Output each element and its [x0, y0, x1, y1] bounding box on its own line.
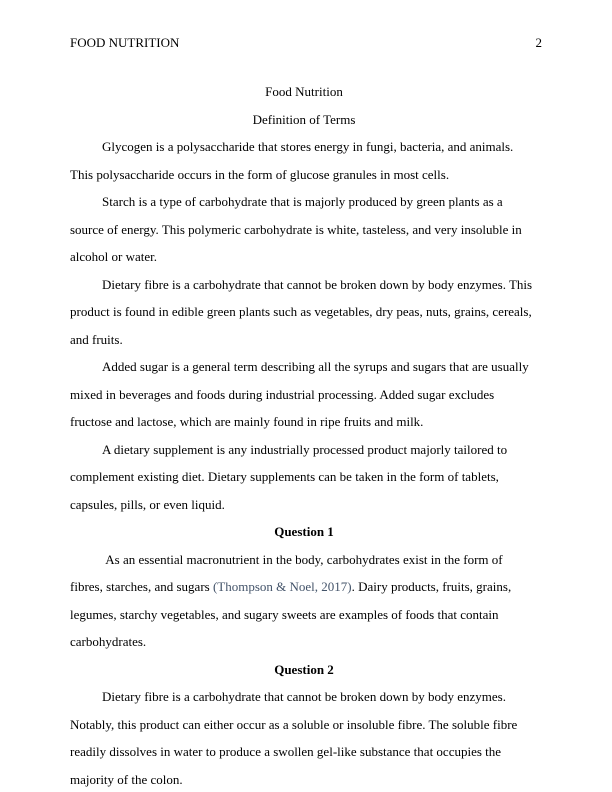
- paragraph-question-2: Dietary fibre is a carbohydrate that cannot be broken down by body enzymes. Notably, this product can either occur as a soluble or insoluble fibre. The soluble fibre readily dissolves in water to produce a swollen gel-like substance that occupies the majority of the colon.: [70, 689, 518, 787]
- citation-thompson-noel: (Thompson & Noel, 2017): [212, 579, 352, 594]
- running-header: [70, 36, 542, 50]
- question-2-heading: Question 2: [274, 661, 334, 677]
- paragraph-added-sugar: Added sugar is a general term describing all the syrups and sugars that are usually mixed in beverages and foods during industrial processing. Added sugar excludes fructose and lactose, which are mainly found in ripe fruits and milk.: [70, 359, 529, 429]
- paragraph-starch: Starch is a type of carbohydrate that is majorly produced by green plants as a source of energy. This polymeric carbohydrate is white, tasteless, and very insoluble in alcohol or water.: [70, 194, 522, 264]
- document-subtitle: Definition of Terms: [252, 111, 356, 127]
- question-1-lead-text: As an essential macronutrient in the body, carbohydrates exist in the form of fibres, starches, and sugars: [70, 551, 506, 594]
- running-head-text: FOOD NUTRITION: [70, 35, 180, 50]
- document-body: [70, 78, 538, 792]
- question-1-tail-text: . Dairy products, fruits, grains, legumes, starchy vegetables, and sugary sweets are examples of foods that contain carbohydrates.: [70, 579, 512, 649]
- paragraph-question-1: [70, 546, 538, 656]
- question-1-heading: Question 1: [274, 524, 334, 539]
- paragraph-dietary-fibre: Dietary fibre is a carbohydrate that cannot be broken down by body enzymes. This product is found in edible green plants such as vegetables, dry peas, nuts, grains, cereals, and fruits.: [70, 276, 533, 347]
- document-title: Food Nutrition: [265, 84, 343, 99]
- page-number: 2: [535, 35, 542, 50]
- paragraph-dietary-supplement: A dietary supplement is any industrially processed product majorly tailored to complement existing diet. Dietary supplements can be taken in the form of tablets, capsules, pills, or even liquid.: [70, 441, 508, 512]
- paragraph-glycogen: Glycogen is a polysaccharide that stores energy in fungi, bacteria, and animals. This polysaccharide occurs in the form of glucose granules in most cells.: [70, 139, 514, 182]
